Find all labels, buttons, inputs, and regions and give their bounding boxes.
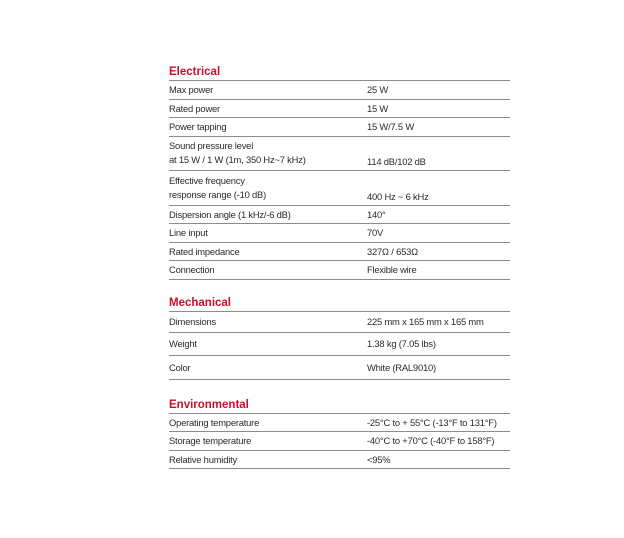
spec-label: Dispersion angle (1 kHz/-6 dB) [169, 208, 291, 220]
spec-value: White (RAL9010) [367, 361, 436, 373]
spec-label: Power tapping [169, 121, 227, 133]
table-row [169, 312, 510, 333]
spec-label: Rated power [169, 102, 220, 114]
section-spacer [169, 380, 510, 397]
spec-label: Weight [169, 338, 197, 350]
spec-label [169, 171, 367, 205]
table-row [169, 333, 510, 357]
spec-label: Color [169, 361, 191, 373]
spec-value: 25 W [367, 84, 389, 96]
spec-label: Max power [169, 84, 214, 96]
spec-label: Operating temperature [169, 416, 260, 428]
table-row [169, 81, 510, 100]
table-row [169, 414, 510, 433]
spec-label-line: Sound pressure level [169, 140, 254, 152]
spec-value: 1.38 kg (7.05 lbs) [367, 338, 436, 350]
table-row [169, 224, 510, 243]
table-row [169, 451, 510, 470]
environmental-section [169, 397, 510, 470]
table-row [169, 261, 510, 280]
spec-value: Flexible wire [367, 264, 417, 276]
electrical-table [169, 80, 510, 280]
table-row [169, 137, 510, 172]
environmental-section-title: Environmental [169, 398, 249, 411]
spec-value: <95% [367, 453, 391, 465]
spec-label-line: Effective frequency [169, 174, 245, 186]
spec-value: 225 mm x 165 mm x 165 mm [367, 316, 484, 327]
spec-value: 400 Hz ~ 6 kHz [367, 190, 429, 202]
spec-value: 327Ω / 653Ω [367, 245, 418, 257]
table-row [169, 206, 510, 225]
spec-label [169, 137, 367, 171]
electrical-section-title: Electrical [169, 66, 221, 78]
spec-value: 15 W/7.5 W [367, 121, 414, 133]
table-row [169, 118, 510, 137]
spec-label-line: at 15 W / 1 W (1m, 350 Hz~7 kHz) [169, 154, 306, 166]
mechanical-section-title: Mechanical [169, 296, 231, 309]
table-row [169, 100, 510, 119]
spec-label: Storage temperature [169, 435, 252, 447]
spec-label: Connection [169, 264, 215, 276]
spec-value: 140° [367, 208, 386, 220]
mechanical-section [169, 295, 510, 380]
mechanical-table [169, 311, 510, 380]
table-row [169, 243, 510, 262]
spec-label: Dimensions [169, 316, 216, 327]
table-row [169, 171, 510, 206]
spec-label: Relative humidity [169, 453, 237, 465]
spec-value: -40°C to +70°C (-40°F to 158°F) [367, 435, 495, 447]
environmental-table [169, 413, 510, 470]
table-row [169, 432, 510, 451]
electrical-section [169, 64, 510, 280]
section-spacer [169, 280, 510, 295]
spec-value: -25°C to + 55°C (-13°F to 131°F) [367, 416, 497, 428]
spec-value: 70V [367, 227, 384, 239]
specifications-sheet [169, 64, 510, 469]
spec-label: Line input [169, 227, 208, 239]
table-row [169, 356, 510, 380]
spec-label: Rated impedance [169, 245, 240, 257]
spec-value: 15 W [367, 102, 389, 114]
spec-label-line: response range (-10 dB) [169, 188, 267, 200]
spec-value: 114 dB/102 dB [367, 156, 426, 167]
